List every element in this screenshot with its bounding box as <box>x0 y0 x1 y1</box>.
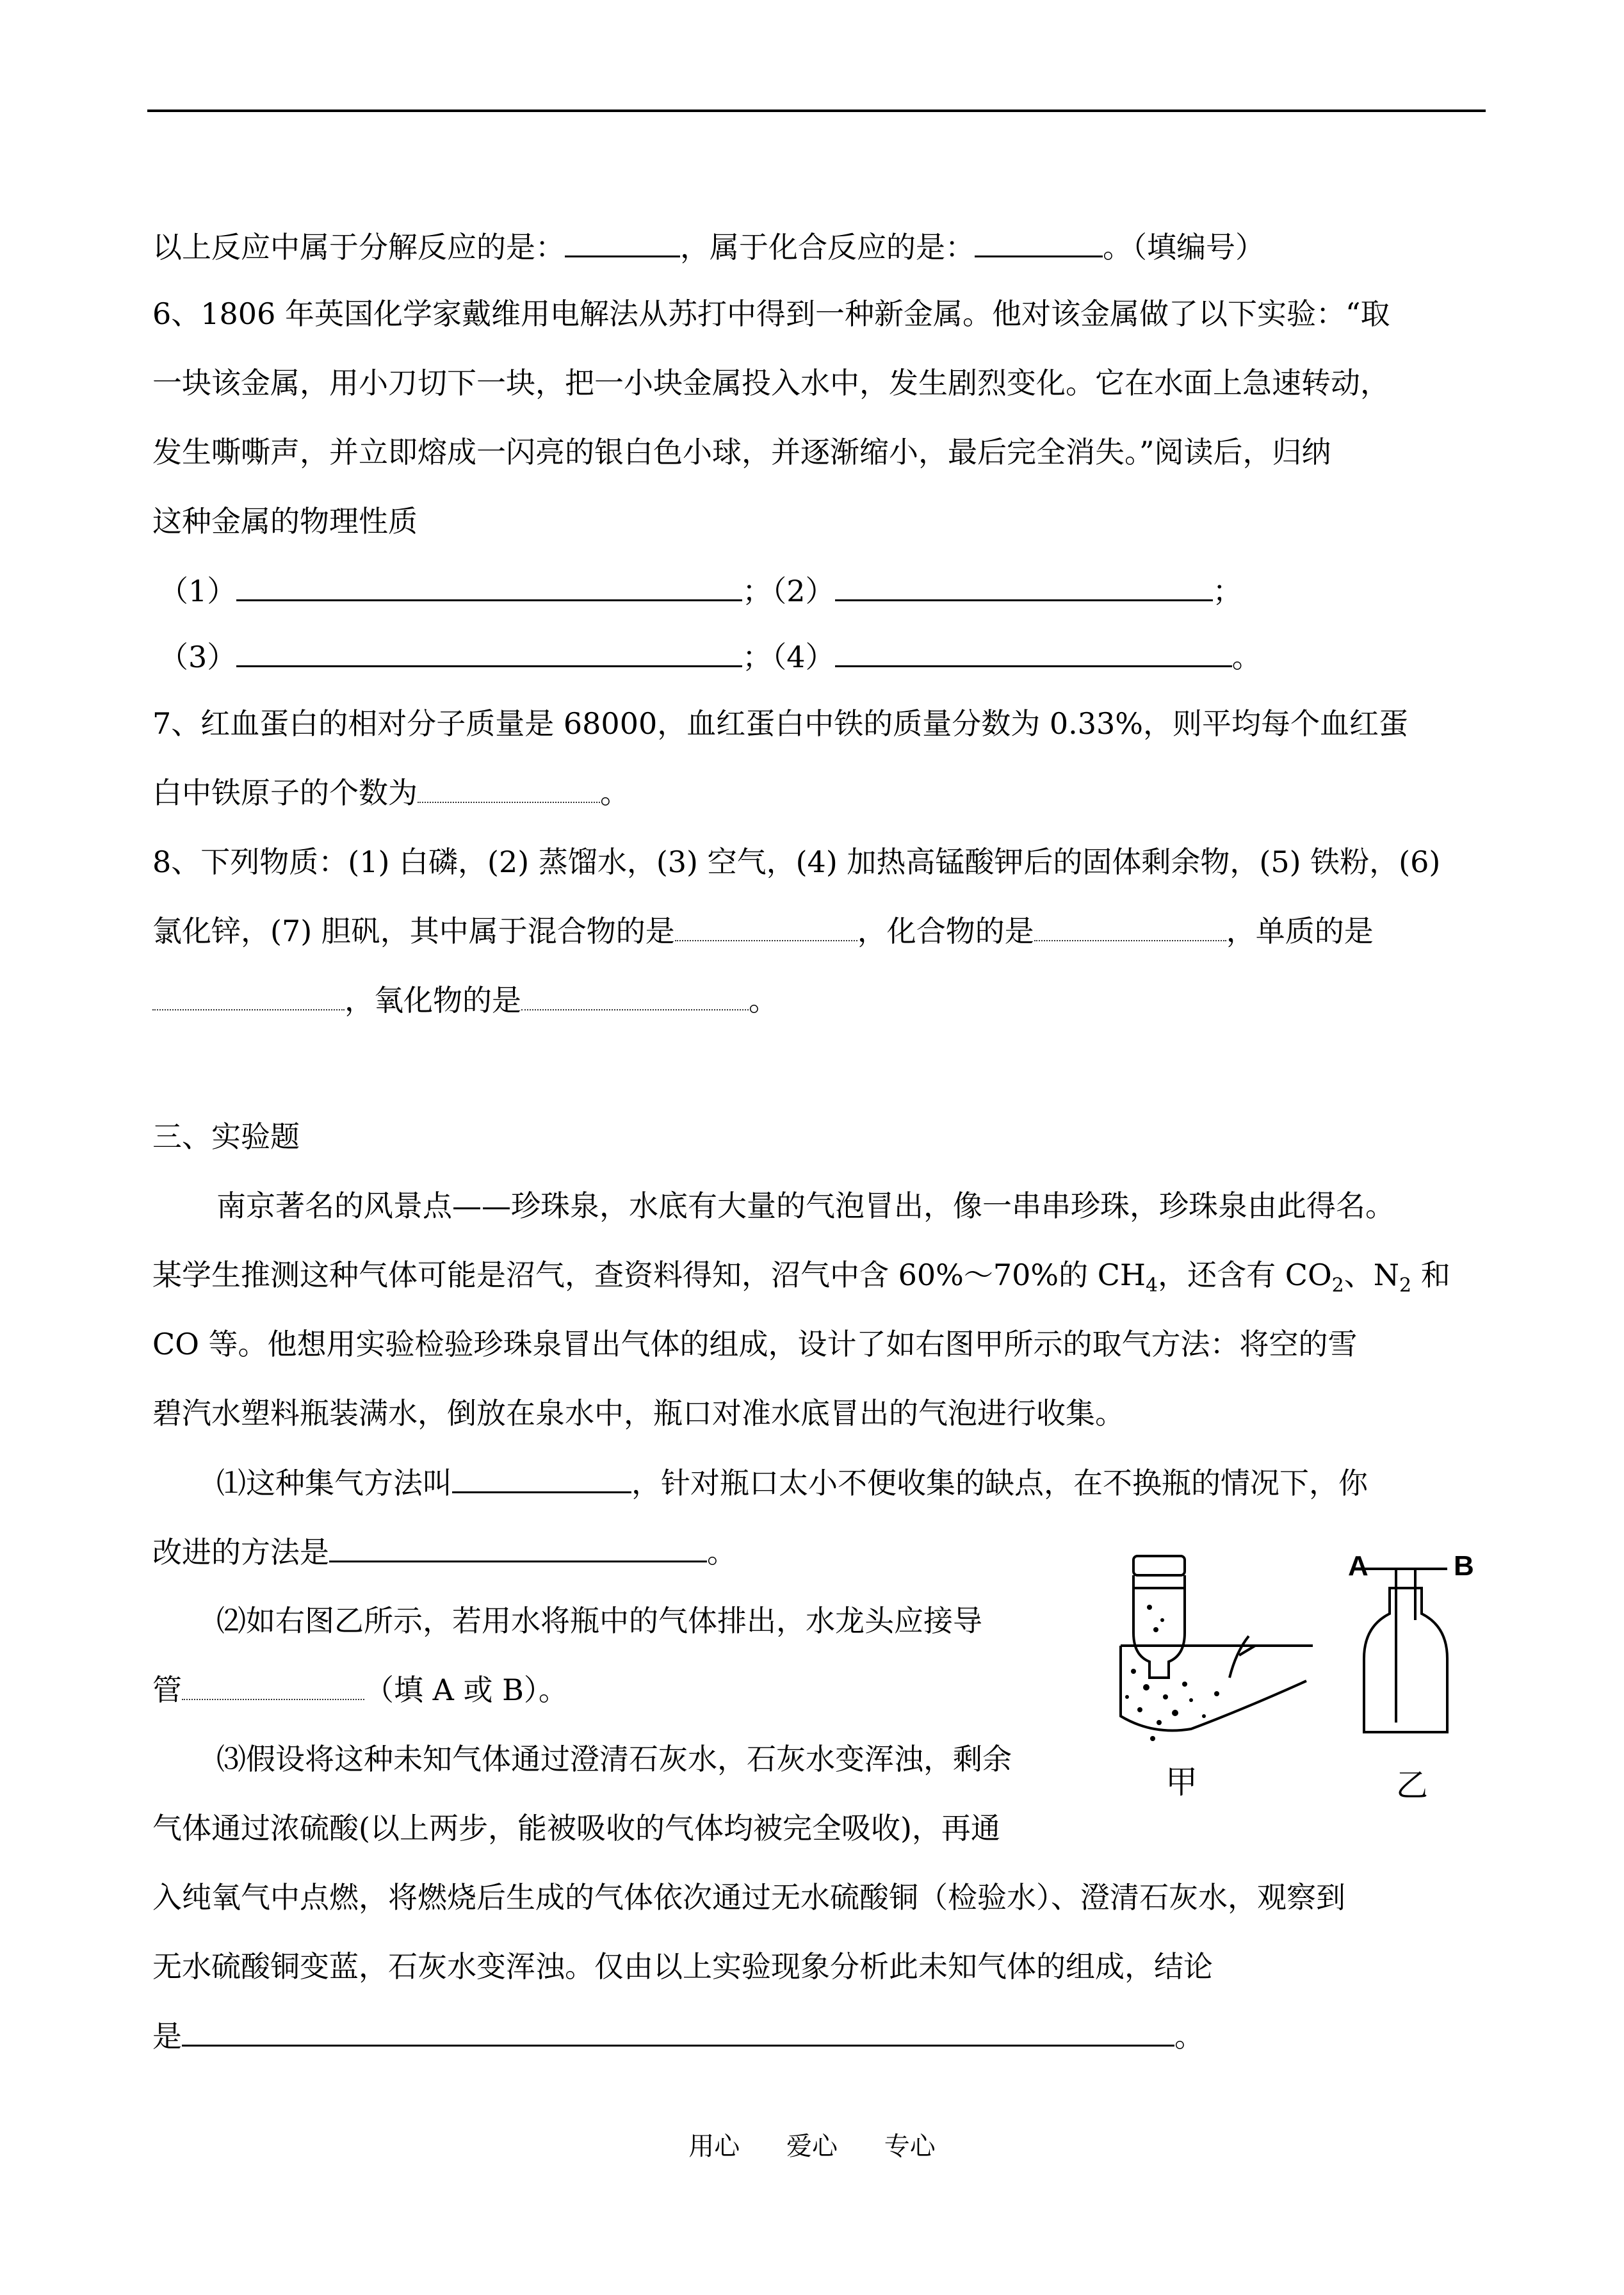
section3-p4: 碧汽水塑料瓶装满水，倒放在泉水中，瓶口对准水底冒出的气泡进行收集。 <box>152 1396 1125 1431</box>
q6-label1: （1） <box>159 574 237 608</box>
q2-text-b: 管 <box>152 1673 182 1707</box>
figure-yi-bottle <box>1364 1569 1447 1732</box>
section3-q1-line2 <box>152 1532 736 1571</box>
footer-word-2: 爱心 <box>786 2132 838 2161</box>
blank-tube[interactable] <box>182 1671 364 1700</box>
blank-property-2[interactable] <box>835 571 1213 601</box>
p2-text-b: ，还含有 CO <box>1158 1258 1332 1292</box>
co2-subscript: 2 <box>1331 1274 1344 1297</box>
q6-label2: ；（2） <box>742 574 835 608</box>
section3-q2-line1: ⑵如右图乙所示，若用水将瓶中的气体排出，水龙头应接导 <box>216 1603 982 1638</box>
q8-text-c: ，单质的是 <box>1226 914 1374 948</box>
label-jia: 甲 <box>1165 1764 1198 1801</box>
blank-iron-atoms[interactable] <box>418 774 600 803</box>
q1-text-c: 改进的方法是 <box>152 1535 329 1569</box>
q7-end: 。 <box>600 775 629 810</box>
q6-sep2: ； <box>1212 574 1242 608</box>
figure-drawing <box>1114 1550 1511 1819</box>
section3-q3-line5 <box>152 2016 1204 2056</box>
q6-blanks-row1 <box>159 571 1242 610</box>
blank-collection-method[interactable] <box>452 1463 631 1493</box>
blank-compound[interactable] <box>1034 912 1226 941</box>
q8-text-a: 氯化锌，(7) 胆矾，其中属于混合物的是 <box>152 914 675 948</box>
q5-text2: ，属于化合反应的是： <box>680 230 975 264</box>
q8-line2 <box>152 912 1374 950</box>
section3-q3-line2: 气体通过浓硫酸(以上两步，能被吸收的气体均被完全吸收)，再通 <box>152 1811 1000 1845</box>
blank-oxide[interactable] <box>521 981 749 1010</box>
figure-jia-bottle <box>1121 1556 1313 1731</box>
section3-q1-line1 <box>216 1463 1368 1502</box>
q1-end: 。 <box>707 1535 736 1569</box>
q3-text-e: 是 <box>152 2019 182 2054</box>
blank-property-1[interactable] <box>236 571 742 601</box>
q6-label4: ；（4） <box>742 640 835 674</box>
blank-conclusion[interactable] <box>182 2016 1174 2047</box>
q1-text-a: ⑴这种集气方法叫 <box>216 1466 452 1500</box>
q6-line4: 这种金属的物理性质 <box>152 504 418 539</box>
q8-line1: 8、下列物质：(1) 白磷，(2) 蒸馏水，(3) 空气，(4) 加热高锰酸钾后的固体剩余物，(5) 铁粉，(6) <box>152 845 1441 879</box>
q5-text1: 以上反应中属于分解反应的是： <box>152 230 565 264</box>
experiment-figure <box>1114 1550 1511 1819</box>
q8-text-b: ，化合物的是 <box>857 914 1034 948</box>
q7-text: 白中铁原子的个数为 <box>152 775 418 810</box>
footer-word-1: 用心 <box>688 2132 740 2161</box>
label-a: A <box>1348 1550 1368 1582</box>
q2-text-c: （填 A 或 B）。 <box>364 1673 568 1707</box>
q7-line2 <box>152 774 629 812</box>
section3-q2-line2 <box>152 1671 568 1709</box>
ch4-subscript: 4 <box>1146 1274 1158 1297</box>
blank-property-3[interactable] <box>236 637 742 667</box>
q1-text-b: ，针对瓶口太小不便收集的缺点，在不换瓶的情况下，你 <box>631 1466 1368 1500</box>
section3-q3-line1: ⑶假设将这种未知气体通过澄清石灰水，石灰水变浑浊，剩余 <box>216 1742 1012 1776</box>
q3-end: 。 <box>1174 2019 1204 2054</box>
section3-q3-line4: 无水硫酸铜变蓝，石灰水变浑浊。仅由以上实验现象分析此未知气体的组成，结论 <box>152 1949 1213 1984</box>
section3-p2 <box>152 1256 1450 1305</box>
q5-tail-line <box>152 227 1265 266</box>
label-b: B <box>1454 1550 1474 1582</box>
header-rule <box>147 109 1486 112</box>
blank-combination[interactable] <box>975 227 1103 257</box>
q5-text3: 。（填编号） <box>1103 230 1265 264</box>
section3-title: 三、实验题 <box>152 1119 300 1154</box>
section3-p1: 南京著名的风景点——珍珠泉，水底有大量的气泡冒出，像一串串珍珠，珍珠泉由此得名。 <box>216 1188 1395 1223</box>
figure-jia-bubbles <box>1125 1605 1219 1741</box>
label-yi: 乙 <box>1396 1767 1428 1804</box>
blank-mixture[interactable] <box>675 912 857 941</box>
q8-end: 。 <box>749 983 778 1018</box>
q6-end: 。 <box>1231 640 1262 674</box>
blank-property-4[interactable] <box>835 637 1232 667</box>
p2-text-d: 和 <box>1411 1258 1450 1292</box>
q8-text-d: ，氧化物的是 <box>345 983 521 1018</box>
q6-blanks-row2 <box>159 637 1262 676</box>
footer-word-3: 专心 <box>884 2132 936 2161</box>
blank-improvement[interactable] <box>329 1532 707 1562</box>
q6-line3: 发生嘶嘶声，并立即熔成一闪亮的银白色小球，并逐渐缩小，最后完全消失。”阅读后，归纳 <box>152 435 1331 469</box>
n2-subscript: 2 <box>1399 1274 1412 1297</box>
q6-line2: 一块该金属，用小刀切下一块，把一小块金属投入水中，发生剧烈变化。它在水面上急速转动， <box>152 366 1390 400</box>
section3-q3-line3: 入纯氧气中点燃，将燃烧后生成的气体依次通过无水硫酸铜（检验水）、澄清石灰水，观察到 <box>152 1880 1345 1915</box>
q8-line3 <box>152 981 778 1019</box>
section3-p3: CO 等。他想用实验检验珍珠泉冒出气体的组成，设计了如右图甲所示的取气方法：将空的雪 <box>152 1327 1358 1361</box>
page-footer <box>0 2126 1624 2162</box>
blank-element[interactable] <box>152 981 345 1010</box>
q6-line1: 6、1806 年英国化学家戴维用电解法从苏打中得到一种新金属。他对该金属做了以下实验：“取 <box>152 296 1390 331</box>
q6-label3: （3） <box>159 640 237 674</box>
p2-text-c: 、N <box>1344 1258 1400 1292</box>
p2-text-a: 某学生推测这种气体可能是沼气，查资料得知，沼气中含 60%～70%的 CH <box>152 1258 1146 1292</box>
blank-decomposition[interactable] <box>565 227 680 257</box>
q7-line1: 7、红血蛋白的相对分子质量是 68000，血红蛋白中铁的质量分数为 0.33%，则平均每个血红蛋 <box>152 706 1408 741</box>
